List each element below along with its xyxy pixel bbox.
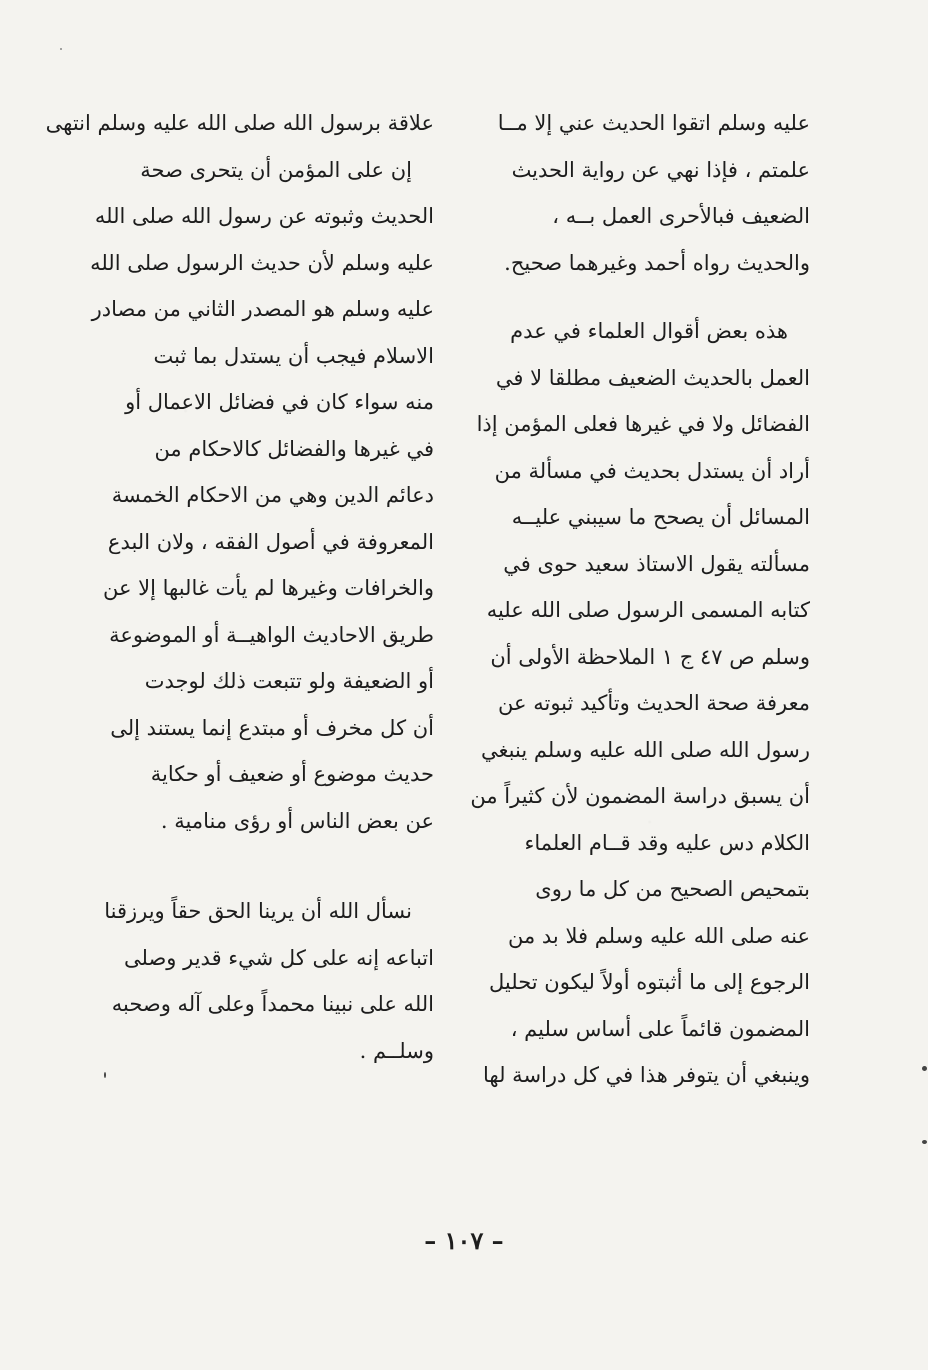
text-line: الفضائل ولا في غيرها فعلى المؤمن إذا	[476, 412, 810, 436]
text-line: العمل بالحديث الضعيف مطلقا لا في	[495, 365, 810, 390]
text-line: وسلم ص ٤٧ ج ١ الملاحظة الأولى أن	[490, 644, 810, 669]
text-line: هذه بعض أقوال العلماء في عدم	[510, 319, 788, 343]
scan-speck	[922, 1066, 927, 1071]
text-line: عن بعض الناس أو رؤى منامية .	[160, 808, 434, 833]
text-line: علاقة برسول الله صلى الله عليه وسلم انتهى	[45, 111, 434, 135]
text-line: والحديث رواه أحمد وغيرهما صحيح.	[504, 250, 810, 275]
text-line: الضعيف فبالأحرى العمل بــه ،	[552, 204, 810, 228]
text-line: الكلام دس عليه وقد قــام العلماء	[524, 830, 810, 855]
text-line: معرفة صحة الحديث وتأكيد ثبوته عن	[498, 691, 810, 715]
text-line: الحديث وثبوته عن رسول الله صلى الله	[94, 204, 434, 228]
text-line: والخرافات وغيرها لم يأت غالبها إلا عن	[102, 576, 434, 600]
text-line: اتباعه إنه على كل شيء قدير وصلى	[124, 945, 434, 970]
text-line: المسائل أن يصحح ما سيبني عليــه	[511, 505, 810, 529]
text-line: الرجوع إلى ما أثبتوه أولاً ليكون تحليل	[489, 970, 810, 994]
text-line: وسلــم .	[359, 1038, 434, 1063]
text-line: مسألته يقول الاستاذ سعيد حوى في	[503, 551, 810, 576]
text-line: المضمون قائماً على أساس سليم ،	[510, 1016, 810, 1041]
paragraph-gap	[478, 286, 810, 308]
text-line: وينبغي أن يتوفر هذا في كل دراسة لها	[483, 1063, 810, 1087]
text-line: الاسلام فيجب أن يستدل بما ثبت	[153, 343, 434, 368]
text-line: عنه صلى الله عليه وسلم فلا بد من	[508, 923, 810, 948]
text-line: أو الضعيفة ولو تتبعت ذلك لوجدت	[144, 669, 434, 693]
right-text-column	[470, 100, 810, 1099]
text-line: أن يسبق دراسة المضمون لأن كثيراً من	[470, 784, 810, 808]
scan-speck	[60, 48, 62, 50]
text-line: في غيرها والفضائل كالاحكام من	[154, 436, 434, 461]
paragraph-gap	[104, 844, 434, 888]
page-number: – ١٠٧ –	[424, 1226, 504, 1255]
text-line: علمتم ، فإذا نهي عن رواية الحديث	[511, 157, 810, 182]
text-line: حديث موضوع أو ضعيف أو حكاية	[150, 762, 434, 786]
text-line: إن على المؤمن أن يتحرى صحة	[140, 157, 412, 182]
text-line: عليه وسلم هو المصدر الثاني من مصادر	[91, 297, 434, 321]
text-line: رسول الله صلى الله عليه وسلم ينبغي	[481, 737, 810, 762]
text-line: المعروفة في أصول الفقه ، ولان البدع	[107, 529, 434, 554]
text-line: أن كل مخرف أو مبتدع إنما يستند إلى	[110, 715, 434, 740]
text-line: عليه وسلم لأن حديث الرسول صلى الله	[90, 250, 434, 275]
text-line: عليه وسلم اتقوا الحديث عني إلا مــا	[497, 111, 810, 135]
left-text-column	[45, 100, 434, 1074]
text-line: بتمحيص الصحيح من كل ما روى	[535, 877, 810, 901]
scan-speck	[922, 1140, 927, 1144]
text-line: طريق الاحاديث الواهيــة أو الموضوعة	[109, 622, 434, 647]
text-line: منه سواء كان في فضائل الاعمال أو	[125, 390, 434, 414]
text-line: الله على نبينا محمداً وعلى آله وصحبه	[111, 992, 434, 1016]
scan-speck	[104, 1072, 106, 1078]
text-line: كتابه المسمى الرسول صلى الله عليه	[486, 598, 810, 622]
text-line: أراد أن يستدل بحديث في مسألة من	[494, 458, 810, 483]
text-line: دعائم الدين وهي من الاحكام الخمسة	[111, 483, 434, 507]
text-line: نسأل الله أن يرينا الحق حقاً ويرزقنا	[104, 899, 412, 923]
